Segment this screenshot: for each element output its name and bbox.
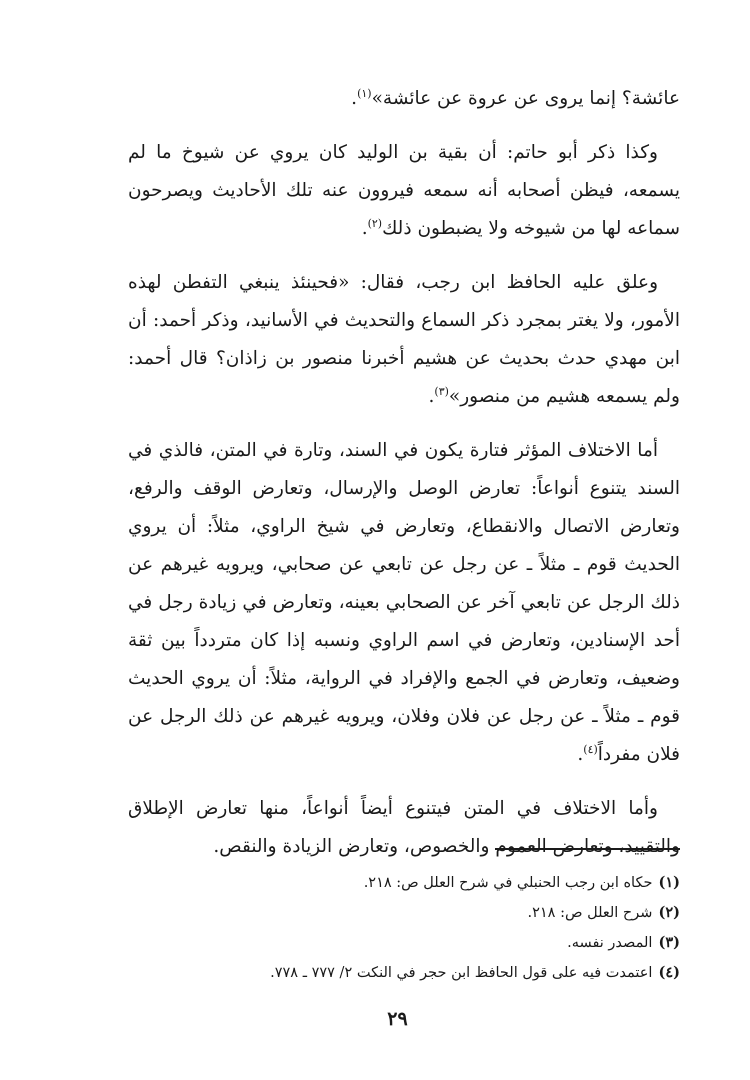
paragraph-text: وكذا ذكر أبو حاتم: أن بقية بن الوليد كان يروي عن شيوخ ما لم يسمعه، فيظن أصحابه أنه سمعه فيروون عنه تلك الأحاديث ويصرحون سماعه لها من شيوخه ولا يضبطون ذلك [128, 142, 680, 239]
paragraph-end: . [428, 386, 435, 407]
page-number: ٢٩ [387, 1008, 408, 1030]
footnote-number: (٤) [658, 964, 680, 981]
footnote-ref: (٢) [367, 216, 383, 230]
footnote-text: شرح العلل ص: ٢١٨. [527, 905, 653, 921]
paragraph-text: أما الاختلاف المؤثر فتارة يكون في السند، وتارة في المتن، فالذي في السند يتنوع أنواعاً: تعارض الوصل والإرسال، وتعارض الوقف والرفع، وتعارض الاتصال والانقطاع، وتعارض في شيخ الراوي، مثلاً: أن يروي الحديث قوم ـ مثلاً ـ عن رجل عن تابعي عن صحابي، ويرويه غيرهم عن ذلك الرجل عن تابعي آخر عن الصحابي بعينه، وتعارض في زيادة رجل في أحد الإسنادين، وتعارض في اسم الراوي ونسبه إذا كان متردداً بين ثقة وضعيف، وتعارض في الجمع والإفراد في الرواية، مثلاً: أن يروي الحديث قوم ـ مثلاً ـ عن رجل عن فلان وفلان، ويرويه غيرهم عن ذلك الرجل عن فلان مفرداً [128, 440, 680, 765]
footnote-text: المصدر نفسه. [567, 935, 653, 951]
footnote-1 [150, 868, 680, 898]
footnote-number: (٣) [658, 934, 680, 951]
paragraph-end: . [577, 744, 584, 765]
paragraph-1 [128, 80, 680, 118]
footnotes [150, 868, 680, 988]
paragraph-text: وأما الاختلاف في المتن فيتنوع أيضاً أنواعاً، منها تعارض الإطلاق والتقييد، وتعارض العموم والخصوص، وتعارض الزيادة والنقص. [128, 798, 680, 857]
main-text [128, 80, 680, 882]
footnote-ref: (٣) [434, 384, 449, 398]
paragraph-3 [128, 264, 680, 416]
footnote-2 [150, 898, 680, 928]
paragraph-text: عائشة؟ إنما يروى عن عروة عن عائشة» [371, 88, 680, 109]
paragraph-end: . [361, 218, 368, 239]
footnote-number: (٢) [658, 904, 680, 921]
paragraph-4 [128, 432, 680, 774]
footnote-4 [150, 958, 680, 988]
footnote-separator [495, 848, 680, 850]
footnote-ref: (٤) [583, 742, 598, 756]
paragraph-text: وعلق عليه الحافظ ابن رجب، فقال: «فحينئذ ينبغي التفطن لهذه الأمور، ولا يغتر بمجرد ذكر السماع والتحديث في الأسانيد، وذكر أحمد: أن ابن مهدي حدث بحديث عن هشيم أخبرنا منصور بن زاذان؟ قال أحمد: ولم يسمعه هشيم من منصور» [128, 272, 680, 407]
footnote-text: حكاه ابن رجب الحنبلي في شرح العلل ص: ٢١٨. [363, 875, 653, 891]
footnote-text: اعتمدت فيه على قول الحافظ ابن حجر في النكت ٢/ ٧٧٧ ـ ٧٧٨. [270, 965, 653, 981]
paragraph-end: . [351, 88, 358, 109]
paragraph-5 [128, 790, 680, 866]
footnote-3 [150, 928, 680, 958]
footnote-number: (١) [658, 874, 680, 891]
paragraph-2 [128, 134, 680, 248]
footnote-ref: (١) [357, 86, 372, 100]
